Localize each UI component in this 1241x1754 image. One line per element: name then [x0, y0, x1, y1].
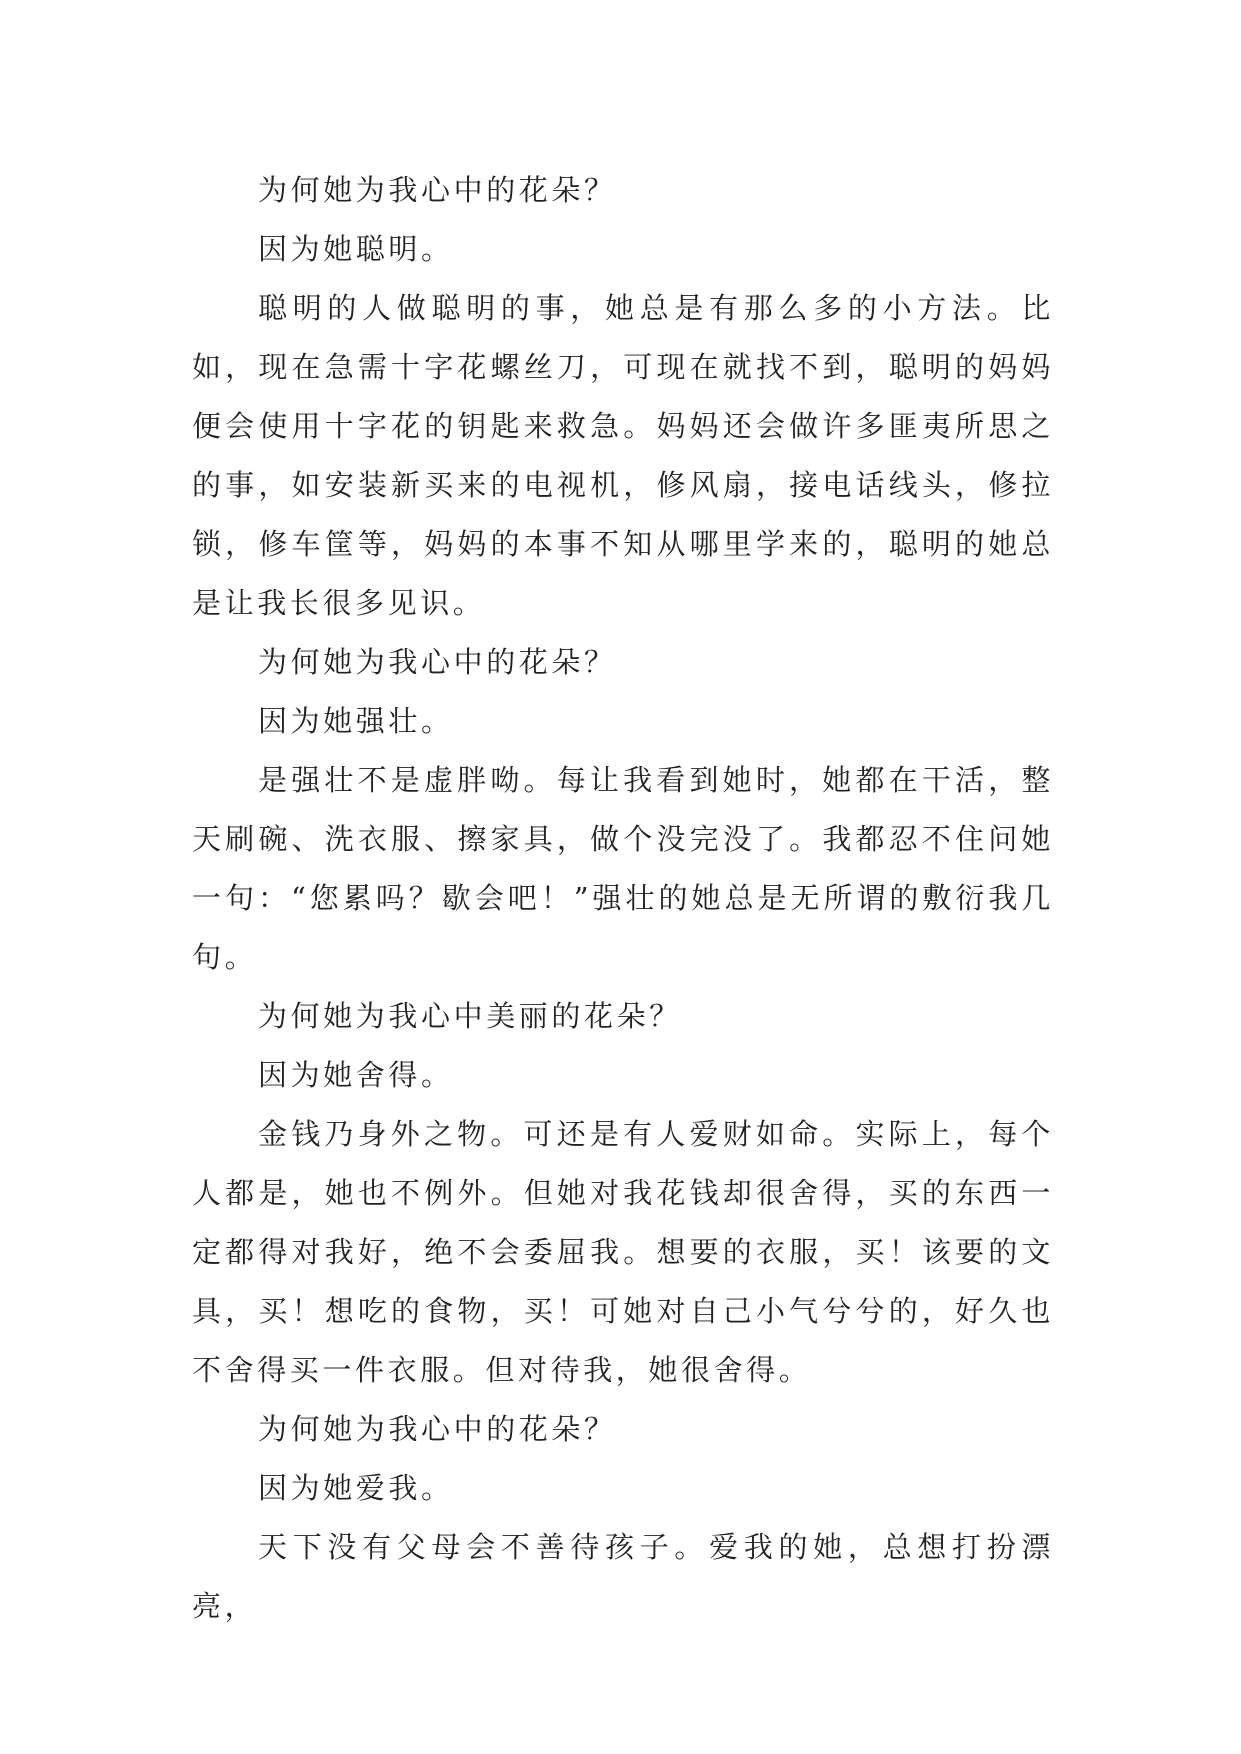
answer-paragraph: 因为她爱我。 [258, 1471, 454, 1505]
body-paragraph: 金钱乃身外之物。可还是有人爱财如命。实际上，每个人都是，她也不例外。但她对我花钱却很舍得，买的东西一定都得对我好，绝不会委屈我。想要的衣服，买！该要的文具，买！想吃的食物，买！可她对自己小气兮兮的，好久也不舍得买一件衣服。但对待我，她很舍得。 [192, 1117, 1054, 1387]
question-paragraph: 为何她为我心中的花朵？ [258, 1412, 617, 1446]
answer-paragraph: 因为她聪明。 [258, 232, 454, 266]
question-paragraph: 为何她为我心中美丽的花朵？ [258, 999, 682, 1033]
essay-text [192, 161, 1054, 1636]
answer-paragraph: 因为她舍得。 [258, 1058, 454, 1092]
body-paragraph: 聪明的人做聪明的事，她总是有那么多的小方法。比如，现在急需十字花螺丝刀，可现在就找不到，聪明的妈妈便会使用十字花的钥匙来救急。妈妈还会做许多匪夷所思之的事，如安装新买来的电视机，修风扇，接电话线头，修拉锁，修车筐等，妈妈的本事不知从哪里学来的，聪明的她总是让我长很多见识。 [192, 291, 1054, 620]
question-paragraph: 为何她为我心中的花朵？ [258, 173, 617, 207]
body-paragraph: 天下没有父母会不善待孩子。爱我的她，总想打扮漂亮， [192, 1530, 1054, 1623]
body-paragraph: 是强壮不是虚胖呦。每让我看到她时，她都在干活，整天刷碗、洗衣服、擦家具，做个没完没了。我都忍不住问她一句：“您累吗？歇会吧！”强壮的她总是无所谓的敷衍我几句。 [192, 763, 1054, 974]
answer-paragraph: 因为她强壮。 [258, 704, 454, 738]
question-paragraph: 为何她为我心中的花朵？ [258, 645, 617, 679]
